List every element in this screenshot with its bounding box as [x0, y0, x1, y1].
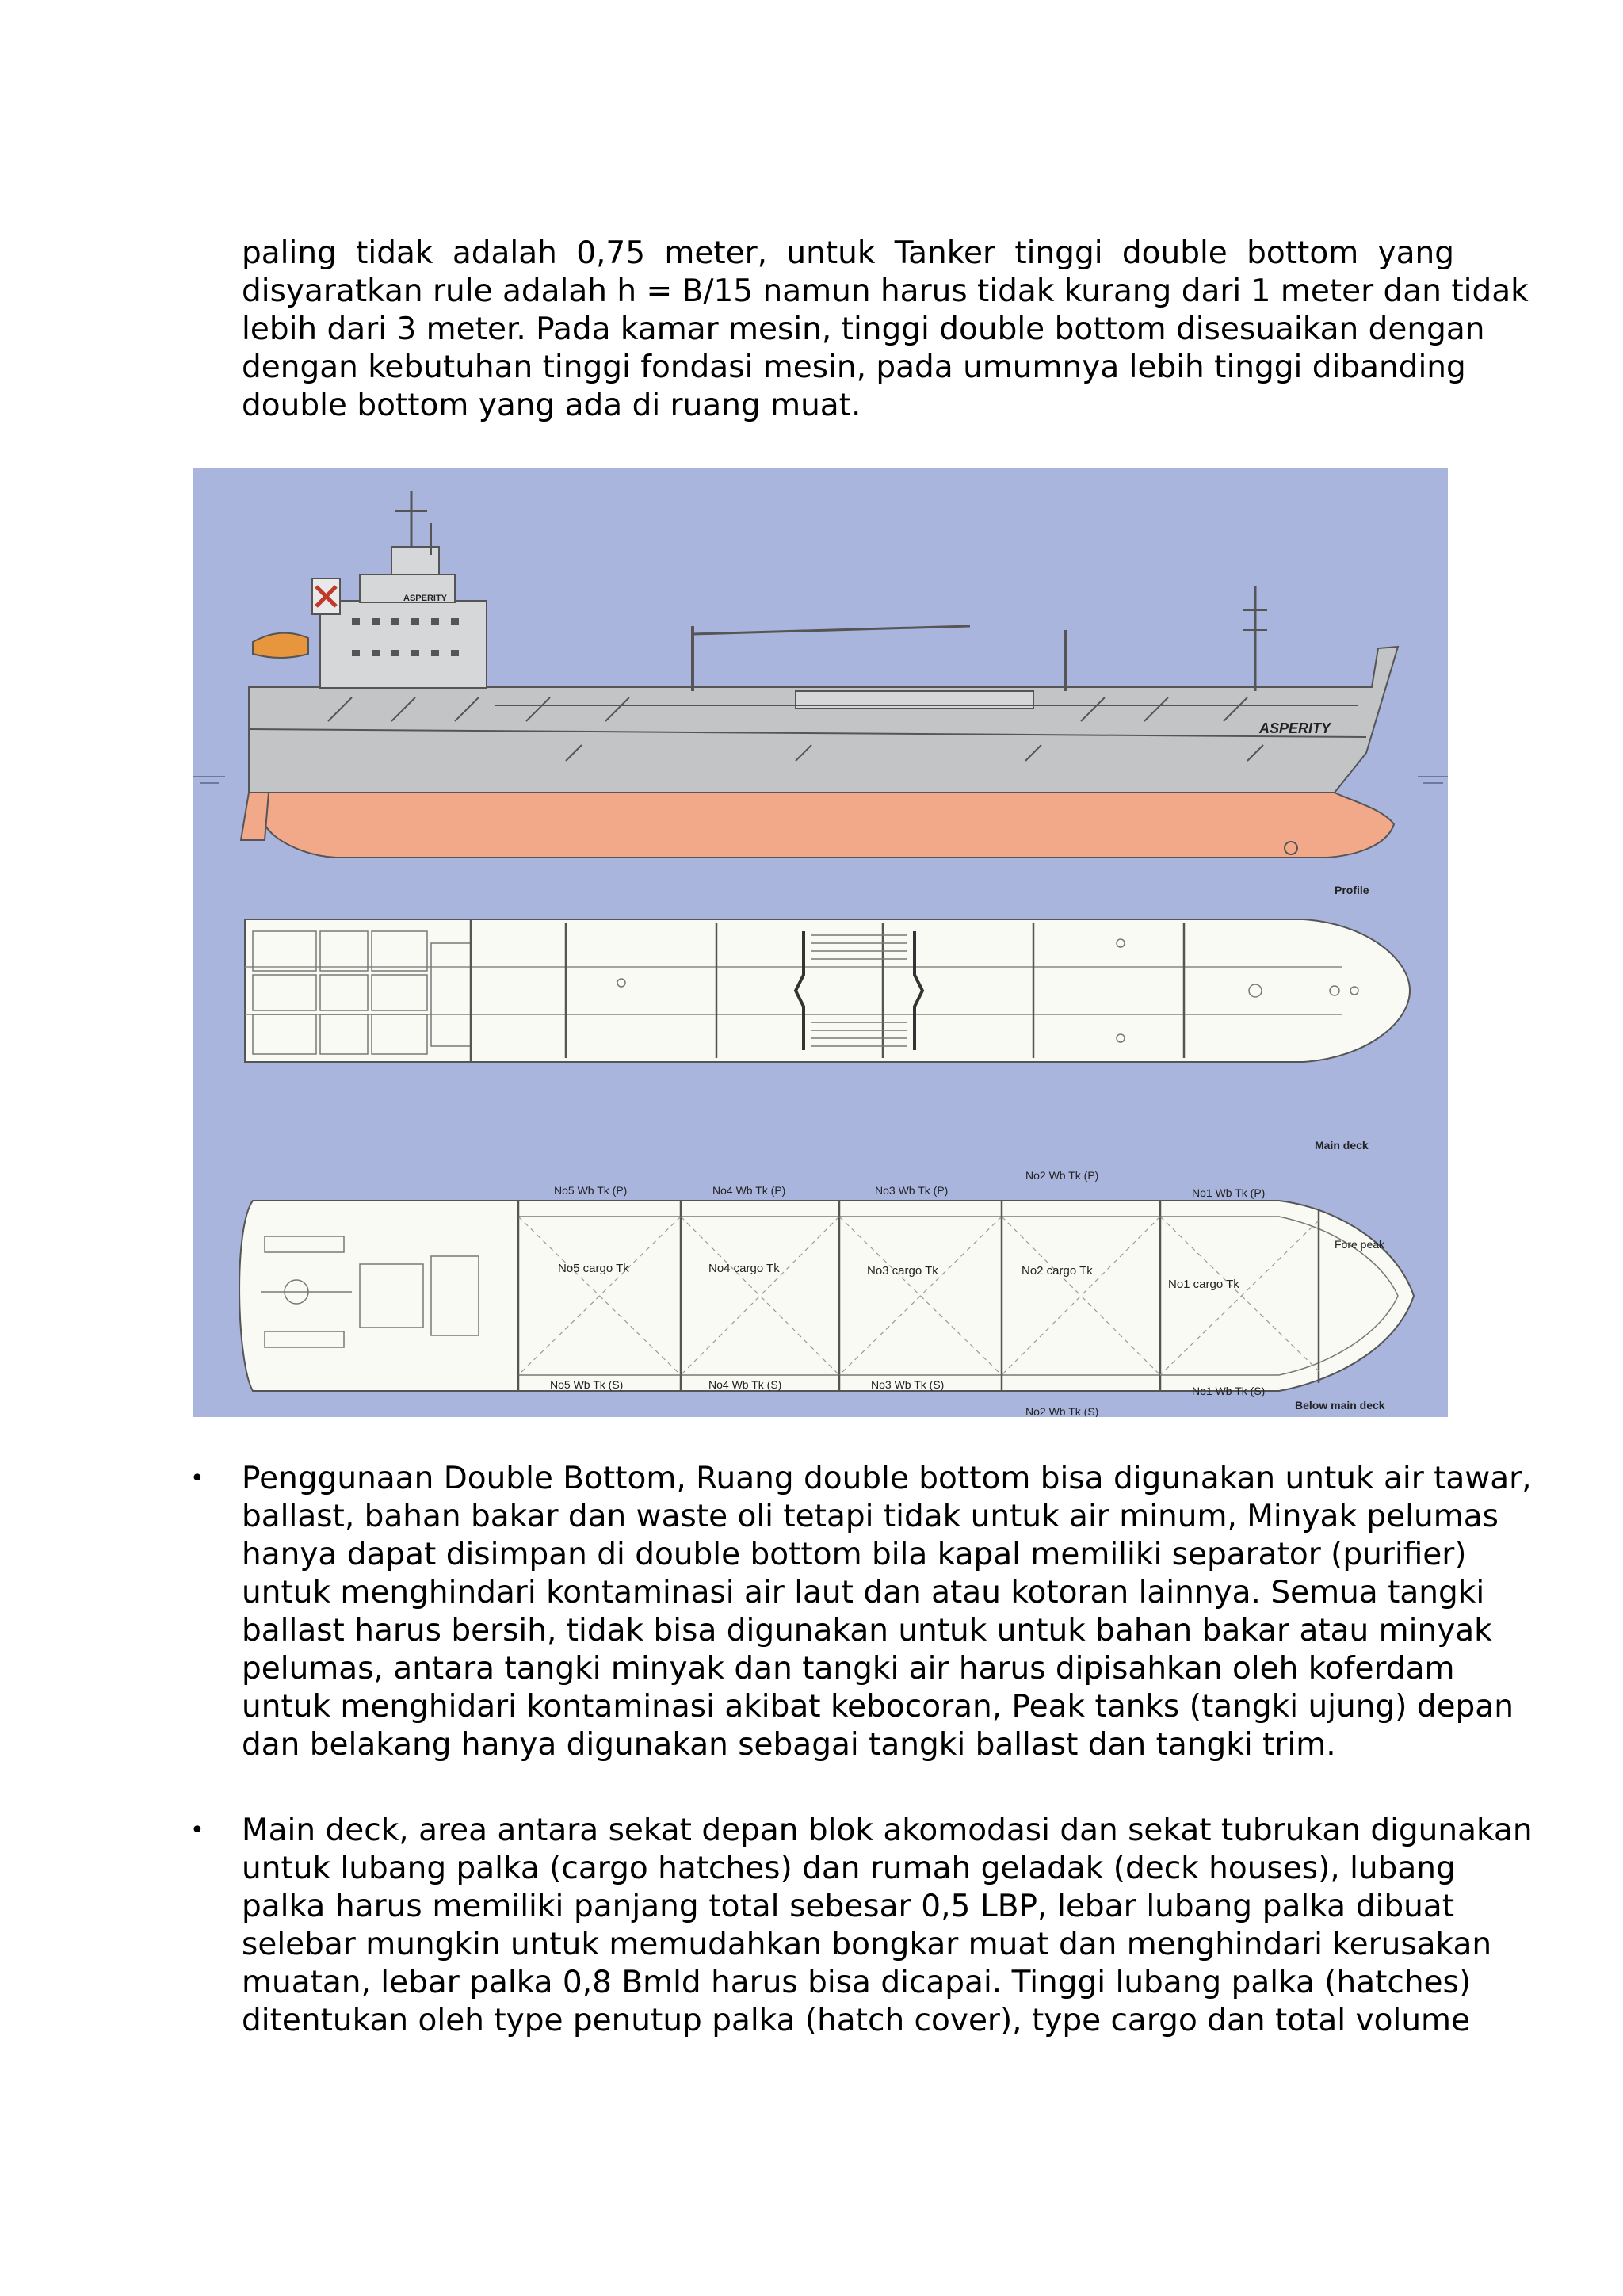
text-line: double bottom yang ada di ruang muat. [242, 388, 861, 423]
text-line: dan belakang hanya digunakan sebagai tangki ballast dan tangki trim. [242, 1727, 1336, 1763]
label-no4-cargo: No4 cargo Tk [708, 1262, 780, 1275]
label-no1-wb-s: No1 Wb Tk (S) [1192, 1385, 1266, 1397]
ship-name-bow: ASPERITY [1259, 720, 1331, 736]
label-profile: Profile [1335, 884, 1369, 896]
text-line: disyaratkan rule adalah h = B/15 namun harus tidak kurang dari 1 meter dan tidak [242, 273, 1529, 309]
text-line: paling tidak adalah 0,75 meter, untuk Tanker tinggi double bottom yang [242, 235, 1454, 271]
label-no5-wb-s: No5 Wb Tk (S) [550, 1378, 624, 1391]
text-line: muatan, lebar palka 0,8 Bmld harus bisa dicapai. Tinggi lubang palka (hatches) [242, 1965, 1472, 2000]
text-line: dengan kebutuhan tinggi fondasi mesin, pada umumnya lebih tinggi dibanding [242, 350, 1466, 385]
label-no1-cargo: No1 cargo Tk [1168, 1278, 1239, 1291]
text-line: ballast, bahan bakar dan waste oli tetapi tidak untuk air minum, Minyak pelumas [242, 1499, 1499, 1534]
label-fore-peak: Fore peak [1335, 1238, 1385, 1251]
text-line: ditentukan oleh type penutup palka (hatch cover), type cargo dan total volume [242, 2003, 1471, 2038]
label-no2-wb-s: No2 Wb Tk (S) [1025, 1405, 1099, 1417]
label-no2-wb-p: No2 Wb Tk (P) [1025, 1169, 1099, 1182]
label-no3-wb-p: No3 Wb Tk (P) [875, 1184, 949, 1197]
main-deck-outline [245, 919, 1410, 1062]
bullet-paragraph-main-deck [242, 1812, 1533, 2040]
text-line: hanya dapat disimpan di double bottom bila kapal memiliki separator (purifier) [242, 1537, 1467, 1572]
text-line: untuk menghindari kontaminasi air laut dan atau kotoran lainnya. Semua tangki [242, 1575, 1485, 1610]
label-no1-wb-p: No1 Wb Tk (P) [1192, 1186, 1266, 1199]
text-line: selebar mungkin untuk memudahkan bongkar muat dan menghindari kerusakan [242, 1927, 1492, 1962]
label-no5-wb-p: No5 Wb Tk (P) [554, 1184, 628, 1197]
tanker-general-arrangement-figure [193, 468, 1448, 1417]
label-no3-wb-s: No3 Wb Tk (S) [871, 1378, 945, 1391]
label-no4-wb-p: No4 Wb Tk (P) [712, 1184, 786, 1197]
label-no5-cargo: No5 cargo Tk [558, 1262, 629, 1275]
text-line: untuk lubang palka (cargo hatches) dan rumah geladak (deck houses), lubang [242, 1851, 1456, 1886]
ship-name-bridge: ASPERITY [403, 594, 448, 603]
label-main-deck: Main deck [1315, 1139, 1369, 1152]
text-line: palka harus memiliki panjang total sebesar 0,5 LBP, lebar lubang palka dibuat [242, 1889, 1454, 1924]
bullet-symbol: • [190, 1465, 204, 1492]
text-line: lebih dari 3 meter. Pada kamar mesin, tinggi double bottom disesuaikan dengan [242, 311, 1485, 347]
label-below-main-deck: Below main deck [1295, 1399, 1385, 1412]
label-no4-wb-s: No4 Wb Tk (S) [708, 1378, 782, 1391]
text-line: Penggunaan Double Bottom, Ruang double bottom bisa digunakan untuk air tawar, [242, 1461, 1532, 1496]
text-line: ballast harus bersih, tidak bisa digunakan untuk untuk bahan bakar atau minyak [242, 1613, 1492, 1648]
bullet-paragraph-double-bottom [242, 1460, 1532, 1764]
text-line: untuk menghidari kontaminasi akibat kebocoran, Peak tanks (tangki ujung) depan [242, 1689, 1514, 1725]
bullet-symbol: • [190, 1817, 204, 1844]
below-main-deck-view [239, 1169, 1414, 1417]
intro-paragraph [242, 235, 1529, 425]
label-no2-cargo: No2 cargo Tk [1022, 1264, 1093, 1278]
text-line: pelumas, antara tangki minyak dan tangki air harus dipisahkan oleh koferdam [242, 1651, 1455, 1687]
label-no3-cargo: No3 cargo Tk [867, 1264, 938, 1278]
hull-lower [265, 793, 1394, 858]
text-line: Main deck, area antara sekat depan blok akomodasi dan sekat tubrukan digunakan [242, 1813, 1533, 1848]
